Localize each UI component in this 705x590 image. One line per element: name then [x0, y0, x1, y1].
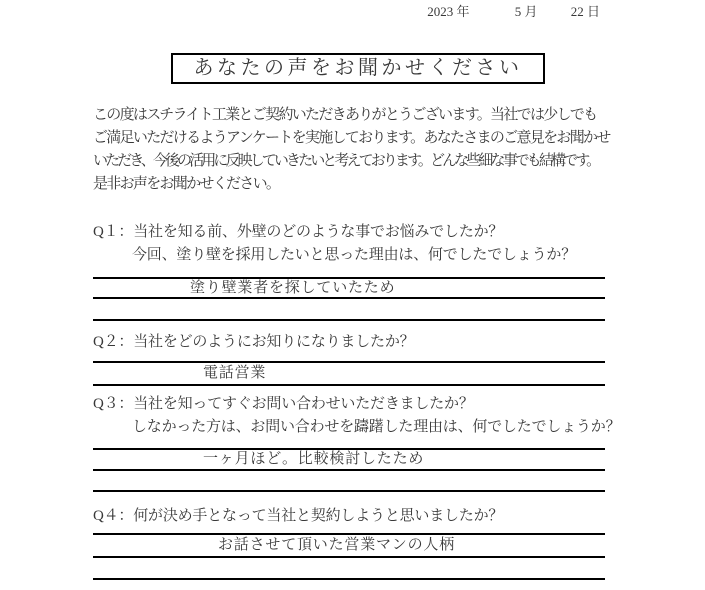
date-day: 22 日: [570, 4, 600, 19]
intro-line-4: 是非お声をお聞かせください。: [93, 176, 280, 192]
question-1-text-line2: 今回、塗り壁を採用したいと思った理由は、何でしたでしょうか？: [132, 247, 577, 263]
question-3-text-line2: しなかった方は、お問い合わせを躊躇した理由は、何でしたでしょうか？: [132, 419, 621, 435]
title-box: [171, 53, 545, 84]
question-2-text: Q２：当社をどのようにお知りになりましたか？: [93, 334, 415, 350]
question-1-text: Q１：当社を知る前、外壁のどのような事でお悩みでしたか？: [93, 224, 504, 240]
date-year: 2023 年: [427, 4, 470, 19]
ruled-line: [93, 319, 605, 321]
answer-text-1: 塗り壁業者を探していたため: [190, 280, 396, 296]
answer-text-3: 一ヶ月ほど。比較検討したため: [203, 451, 425, 467]
ruled-line: [93, 578, 605, 580]
answer-field-3: [93, 450, 605, 471]
intro-line-3: いただき、今後の活用に反映していきたいと考えております。どんな些細な事でも結構です。: [93, 153, 599, 169]
intro-paragraph: [93, 104, 610, 196]
question-block-2: [93, 331, 605, 386]
question-block-3: [93, 393, 621, 492]
question-block-1: [93, 221, 605, 321]
question-3-text: Q３：当社を知ってすぐお問い合わせいただきましたか？: [93, 396, 474, 412]
question-4-text: Q４：何が決め手となって当社と契約しようと思いましたか？: [93, 508, 504, 524]
intro-line-1: この度はスチライト工業とご契約いただきありがとうございます。当社では少しでも: [93, 107, 597, 123]
answer-area-2: [93, 361, 605, 386]
answer-area-3: [93, 448, 605, 492]
answer-area-1: [93, 277, 605, 321]
answer-text-2: 電話営業: [203, 365, 267, 381]
answer-field-4: [93, 535, 605, 558]
intro-line-2: ご満足いただけるようアンケートを実施しております。あなたさまのご意見をお聞かせ: [93, 130, 610, 146]
answer-text-4: お話させて頂いた営業マンの人柄: [218, 537, 456, 553]
question-block-4: [93, 505, 605, 580]
page-title: あなたの声をお聞かせください: [193, 57, 523, 79]
answer-area-4: [93, 533, 605, 580]
answer-field-2: [93, 363, 605, 386]
date-month: 5 月: [514, 4, 538, 19]
ruled-line: [93, 490, 605, 492]
answer-field-1: [93, 279, 605, 299]
document-date: [0, 4, 600, 20]
